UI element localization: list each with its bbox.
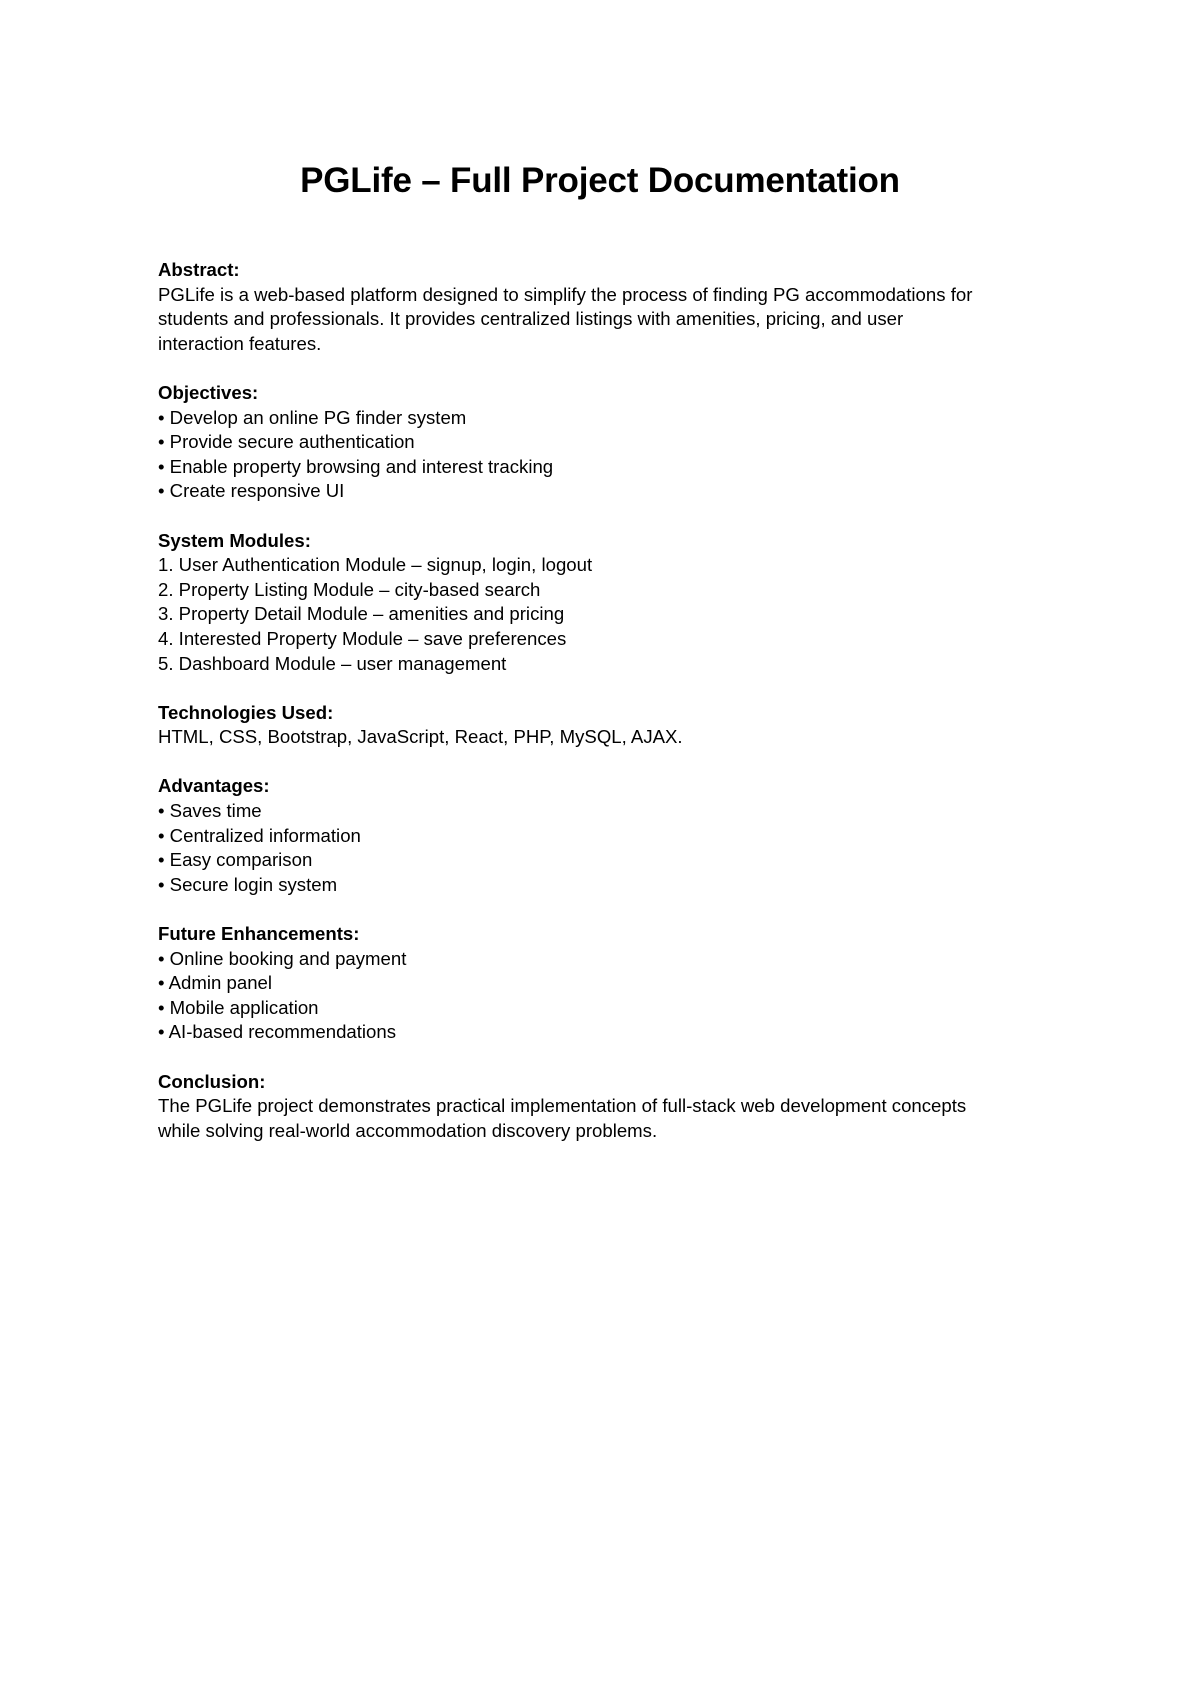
abstract-line: students and professionals. It provides centralized listings with amenities, pricing, and user	[158, 308, 904, 330]
objectives-heading: Objectives:	[158, 381, 259, 403]
advantage-item: • Saves time	[158, 800, 262, 822]
abstract-line: interaction features.	[158, 332, 322, 354]
objective-item: • Provide secure authentication	[158, 431, 415, 453]
abstract-text	[158, 283, 1058, 357]
module-item: 4. Interested Property Module – save preferences	[158, 627, 567, 649]
conclusion-line: while solving real-world accommodation discovery problems.	[158, 1119, 658, 1141]
module-item: 5. Dashboard Module – user management	[158, 652, 507, 674]
enhancements-heading: Future Enhancements:	[158, 923, 360, 945]
modules-list	[158, 553, 1058, 676]
advantage-item: • Centralized information	[158, 824, 361, 846]
advantage-item: • Easy comparison	[158, 849, 313, 871]
technologies-text: HTML, CSS, Bootstrap, JavaScript, React, PHP, MySQL, AJAX.	[158, 726, 683, 748]
conclusion-line: The PGLife project demonstrates practical implementation of full-stack web development concepts	[158, 1095, 967, 1117]
document-page	[158, 0, 1058, 1696]
module-item: 1. User Authentication Module – signup, login, logout	[158, 554, 593, 576]
advantages-list	[158, 799, 1058, 897]
technologies-heading: Technologies Used:	[158, 701, 334, 723]
enhancements-list	[158, 947, 1058, 1045]
objectives-list	[158, 406, 1058, 504]
abstract-line: PGLife is a web-based platform designed to simplify the process of finding PG accommodations for	[158, 283, 973, 305]
enhancement-item: • Online booking and payment	[158, 947, 407, 969]
advantages-heading: Advantages:	[158, 775, 270, 797]
conclusion-section	[158, 1070, 1058, 1144]
objective-item: • Develop an online PG finder system	[158, 406, 467, 428]
module-item: 2. Property Listing Module – city-based search	[158, 578, 541, 600]
abstract-heading: Abstract:	[158, 259, 240, 280]
enhancement-item: • AI-based recommendations	[158, 1021, 397, 1043]
abstract-section	[158, 258, 1058, 356]
enhancements-section	[158, 922, 1058, 1045]
modules-heading: System Modules:	[158, 529, 311, 551]
objective-item: • Create responsive UI	[158, 480, 345, 502]
module-item: 3. Property Detail Module – amenities and pricing	[158, 603, 565, 625]
document-title: PGLife – Full Project Documentation	[300, 161, 900, 200]
objective-item: • Enable property browsing and interest tracking	[158, 455, 554, 477]
document-body	[158, 258, 1058, 1168]
conclusion-text	[158, 1094, 1058, 1143]
objectives-section	[158, 381, 1058, 504]
conclusion-heading: Conclusion:	[158, 1070, 266, 1092]
modules-section	[158, 529, 1058, 677]
enhancement-item: • Admin panel	[158, 972, 273, 994]
enhancement-item: • Mobile application	[158, 996, 319, 1018]
advantage-item: • Secure login system	[158, 873, 338, 895]
advantages-section	[158, 774, 1058, 897]
technologies-section	[158, 701, 1058, 750]
